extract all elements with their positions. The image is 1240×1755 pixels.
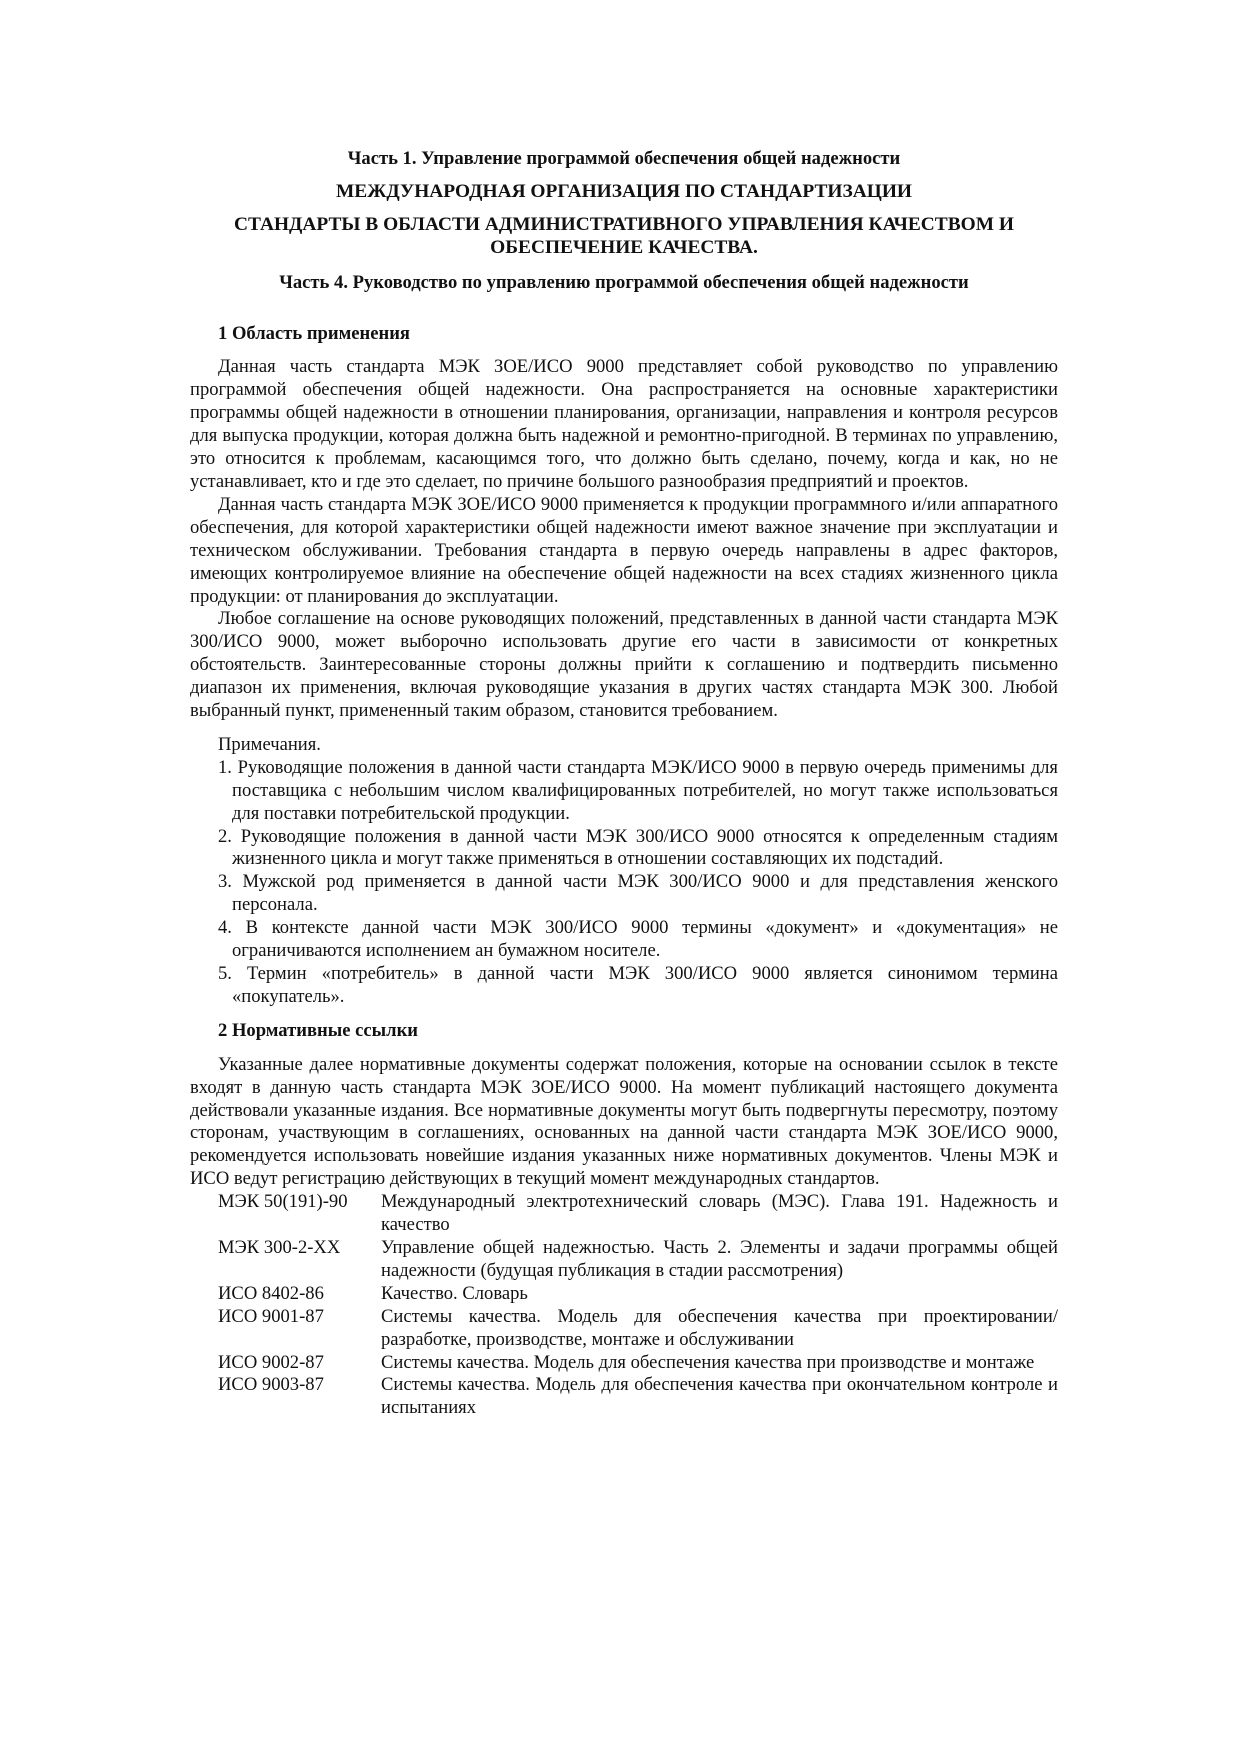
notes-label: Примечания. [218,733,321,755]
section-2-paragraph: Указанные далее нормативные документы содержат положения, которые на основании ссылок в тексте входят в данную часть стандарта МЭК ЗОЕ/ИСО 9000. На момент публикаций настоящего документа действовали указанные издания. Все нормативные документы могут быть подвергнуты пересмотру, поэтому сторонам, участвующим в соглашениях, основанных на данной части стандарта МЭК ЗОЕ/ИСО 9000, рекомендуется использовать новейшие издания указанных ниже нормативных документов. Члены МЭК и ИСО ведут регистрацию действующих в текущий момент международных стандартов. [190,1053,1058,1190]
reference-row [190,1306,1058,1352]
organization-title: МЕЖДУНАРОДНАЯ ОРГАНИЗАЦИЯ ПО СТАНДАРТИЗАЦИИ [336,180,912,202]
notes-list [190,757,1058,1009]
reference-code: ИСО 9002-87 [218,1351,324,1373]
document-page [190,148,1058,1420]
note-item: 3. Мужской род применяется в данной части МЭК 300/ИСО 9000 и для представления женского персонала. [218,871,1058,916]
section-1-paragraph: Любое соглашение на основе руководящих положений, представленных в данной части стандарта МЭК 300/ИСО 9000, может выборочно использовать другие его части в зависимости от конкретных обстоятельств. Заинтересованные стороны должны прийти к соглашению и подтвердить письменно диапазон их применения, включая руководящие указания в других частях стандарта МЭК 300. Любой выбранный пункт, примененный таким образом, становится требованием. [190,608,1058,722]
reference-code: ИСО 9003-87 [218,1374,324,1396]
reference-code: ИСО 8402-86 [218,1282,324,1304]
section-2-heading: 2 Нормативные ссылки [218,1019,419,1041]
note-item: 2. Руководящие положения в данной части МЭК 300/ИСО 9000 относятся к определенным стадиям жизненного цикла и могут также применяться в отношении составляющих их подстадий. [218,825,1058,870]
reference-row [190,1352,1058,1375]
references-table [190,1191,1058,1420]
reference-title: Системы качества. Модель для обеспечения качества при проектировании/разработке, производстве, монтаже и обслуживании [381,1305,1058,1350]
reference-row [190,1283,1058,1306]
reference-code: МЭК 50(191)-90 [218,1191,348,1213]
reference-title: Системы качества. Модель для обеспечения качества при производстве и монтаже [381,1351,1035,1373]
note-item: 1. Руководящие положения в данной части стандарта МЭК/ИСО 9000 в первую очередь применимы для поставщика с небольшим числом квалифицированных потребителей, но могут также использоваться для поставки потребительской продукции. [218,756,1058,824]
section-1-paragraph: Данная часть стандарта МЭК ЗОЕ/ИСО 9000 представляет собой руководство по управлению программой обеспечения общей надежности. Она распространяется на основные характеристики программы общей надежности в отношении планирования, организации, направления и контроля ресурсов для выпуска продукции, которая должна быть надежной и ремонтно-пригодной. В терминах по управлению, это относится к проблемам, касающимся того, что должно быть сделано, почему, когда и как, но не устанавливает, кто и где это сделает, по причине большого разнообразия предприятий и проектов. [190,356,1058,492]
reference-row [190,1237,1058,1283]
reference-title: Международный электротехнический словарь (МЭС). Глава 191. Надежность и качество [381,1191,1058,1236]
reference-title: Системы качества. Модель для обеспечения качества при окончательном контроле и испытаниях [381,1374,1058,1419]
standards-title: СТАНДАРТЫ В ОБЛАСТИ АДМИНИСТРАТИВНОГО УПРАВЛЕНИЯ КАЧЕСТВОМ И ОБЕСПЕЧЕНИЕ КАЧЕСТВА. [234,213,1014,258]
section-1-paragraph: Данная часть стандарта МЭК ЗОЕ/ИСО 9000 применяется к продукции программного и/или аппаратного обеспечения, для которой характеристики общей надежности имеют важное значение при эксплуатации и техническом обслуживании. Требования стандарта в первую очередь направлены в адрес факторов, имеющих контролируемое влияние на обеспечение общей надежности на всех стадиях жизненного цикла продукции: от планирования до эксплуатации. [190,493,1058,607]
reference-row [190,1191,1058,1237]
reference-code: ИСО 9001-87 [218,1305,324,1327]
section-1-heading: 1 Область применения [218,322,410,344]
reference-title: Качество. Словарь [381,1282,528,1304]
reference-row [190,1374,1058,1420]
part-4-title: Часть 4. Руководство по управлению программой обеспечения общей надежности [279,271,969,293]
note-item: 5. Термин «потребитель» в данной части МЭК 300/ИСО 9000 является синонимом термина «покупатель». [218,963,1058,1007]
note-item: 4. В контексте данной части МЭК 300/ИСО 9000 термины «документ» и «документация» не ограничиваются исполнением ан бумажном носителе. [218,917,1058,962]
reference-title: Управление общей надежностью. Часть 2. Элементы и задачи программы общей надежности (будущая публикация в стадии рассмотрения) [381,1236,1058,1281]
reference-code: МЭК 300-2-XX [218,1236,341,1258]
part-1-title: Часть 1. Управление программой обеспечения общей надежности [347,148,901,169]
